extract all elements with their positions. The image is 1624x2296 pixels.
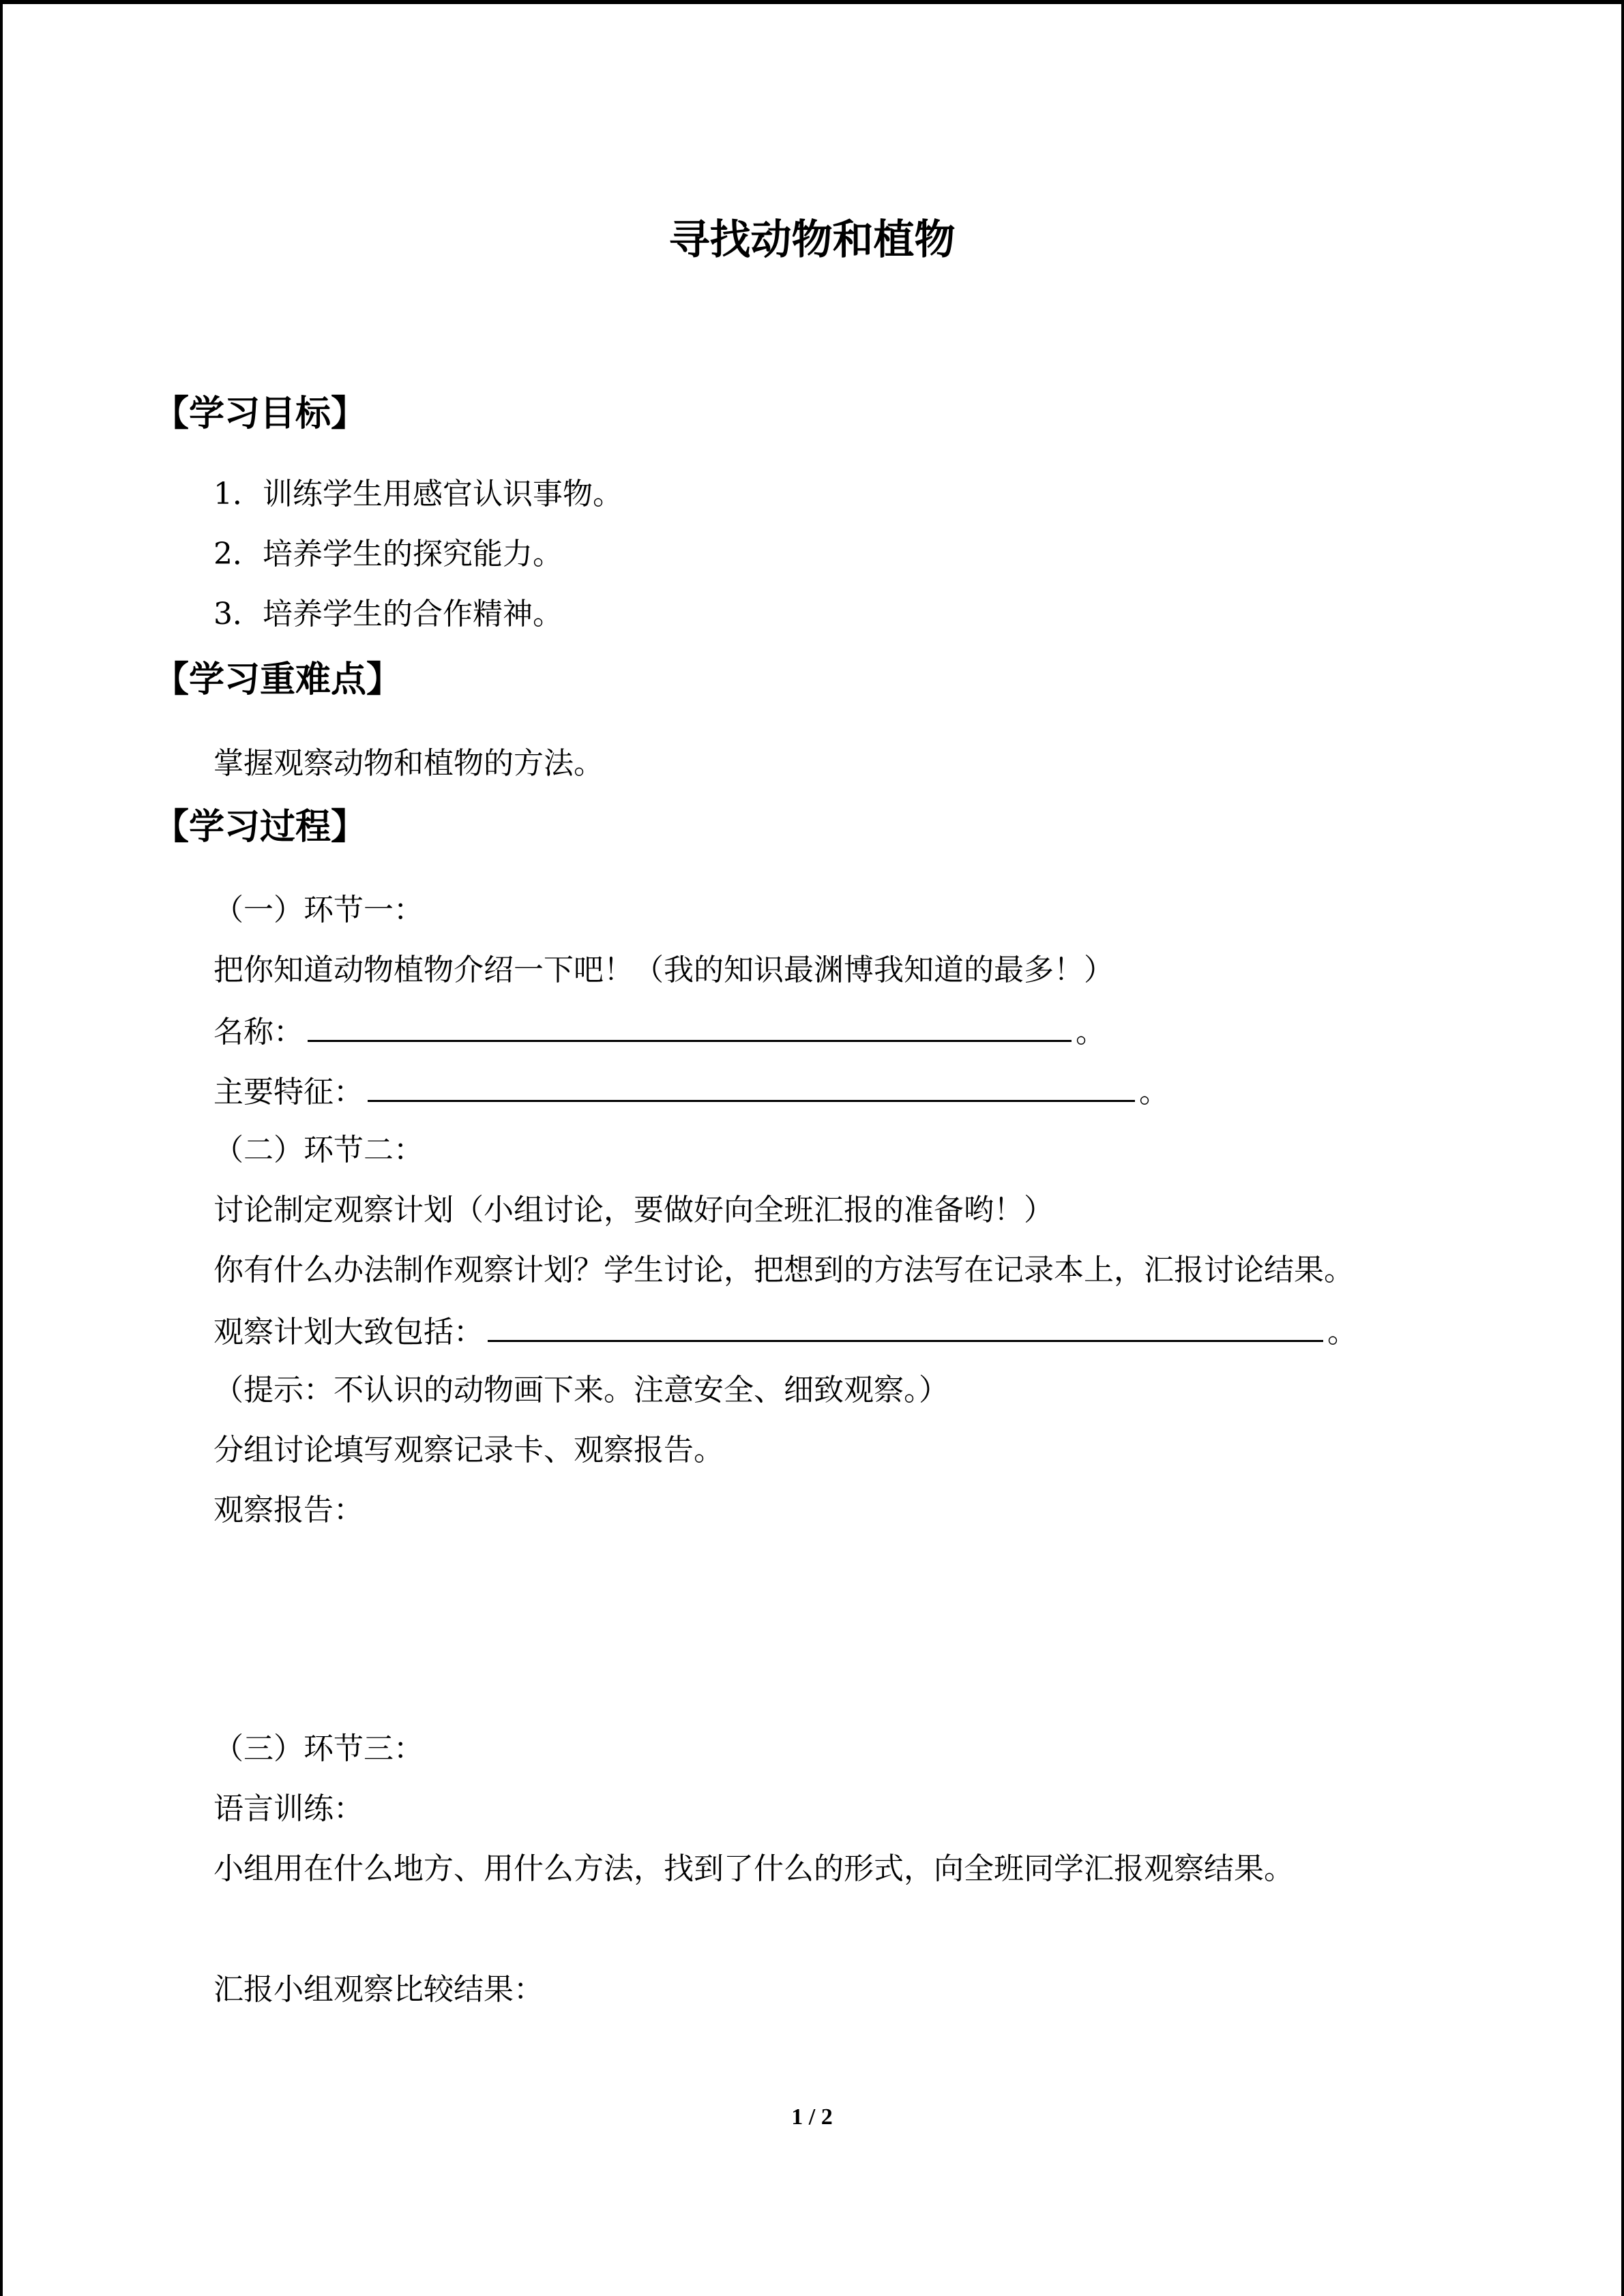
objectives-heading: 【学习目标】 [153,393,367,434]
part3-label: （三）环节三： [213,1731,424,1766]
part3-group-report: 小组用在什么地方、用什么方法，找到了什么的形式，向全班同学汇报观察结果。 [213,1851,1294,1886]
part2-fill-card: 分组讨论填写观察记录卡、观察报告。 [213,1433,724,1467]
part1-label: （一）环节一： [213,893,424,927]
feature-row [213,1070,1169,1113]
objective-item-1: 1．训练学生用感官认识事物。 [213,477,623,511]
process-heading: 【学习过程】 [153,807,367,848]
document-title: 寻找动物和植物 [668,216,956,264]
report-label: 观察报告： [213,1493,364,1527]
plan-row [213,1310,1357,1353]
feature-blank-field[interactable] [368,1070,1135,1102]
key-points-text: 掌握观察动物和植物的方法。 [213,746,604,781]
name-end: 。 [1076,1015,1106,1049]
page-left-border [0,0,3,2296]
page-top-border [0,0,1624,4]
part2-hint: （提示：不认识的动物画下来。注意安全、细致观察。） [213,1373,949,1407]
name-blank-field[interactable] [308,1010,1072,1042]
part2-discuss: 讨论制定观察计划（小组讨论，要做好向全班汇报的准备哟！） [213,1193,1054,1227]
page-right-border [1621,0,1624,2296]
plan-end: 。 [1327,1315,1357,1350]
page-number: 1 / 2 [791,2104,833,2130]
part1-intro: 把你知道动物植物介绍一下吧！（我的知识最渊博我知道的最多！） [213,953,1114,987]
part3-language: 语言训练： [213,1791,364,1826]
feature-label: 主要特征： [213,1075,364,1109]
name-label: 名称： [213,1015,304,1049]
part2-label: （二）环节二： [213,1133,424,1167]
feature-end: 。 [1139,1075,1169,1109]
part3-compare-label: 汇报小组观察比较结果： [213,1972,544,2007]
name-row [213,1010,1106,1053]
objective-item-3: 3．培养学生的合作精神。 [213,597,563,631]
key-points-heading: 【学习重难点】 [153,659,402,700]
objective-item-2: 2．培养学生的探究能力。 [213,537,563,571]
plan-blank-field[interactable] [488,1310,1323,1342]
plan-label: 观察计划大致包括： [213,1315,484,1350]
part2-question: 你有什么办法制作观察计划？学生讨论，把想到的方法写在记录本上，汇报讨论结果。 [213,1253,1354,1287]
